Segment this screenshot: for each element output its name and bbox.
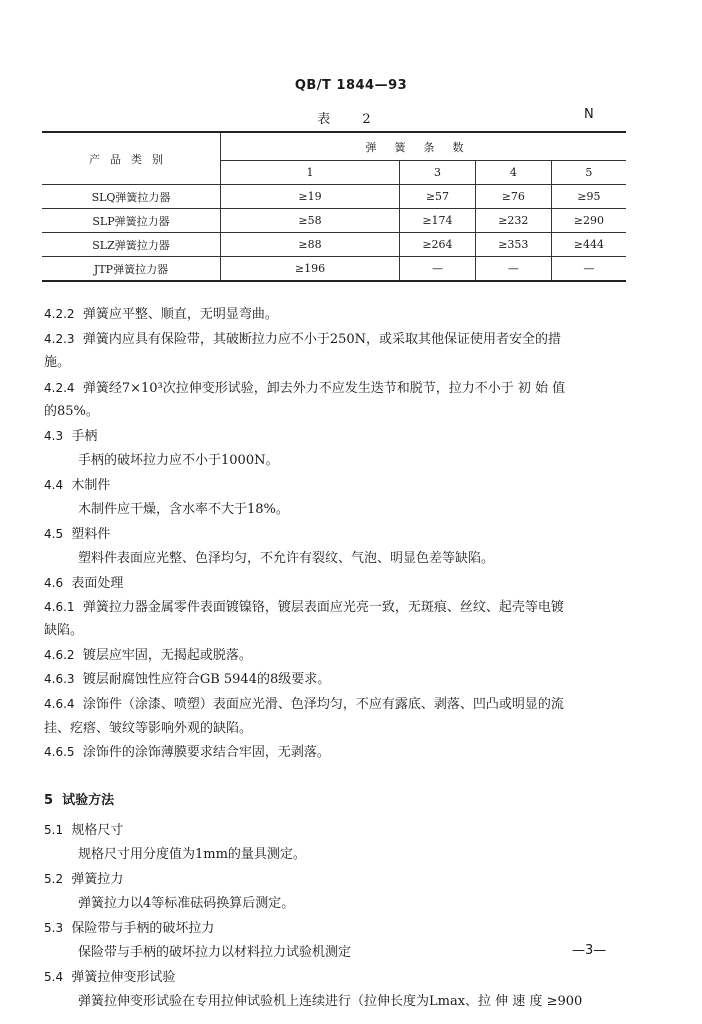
table-cell: —	[475, 257, 551, 282]
column-header: 5	[551, 161, 626, 185]
table-cell: ≥76	[475, 185, 551, 209]
clause-4-2-3	[44, 328, 561, 347]
table-row	[42, 185, 626, 209]
clause-5-4-text: 弹簧拉伸变形试验在专用拉伸试验机上连续进行（拉伸长度为Lmax、拉 伸 速 度 ≥900	[78, 994, 583, 1009]
table-cell: ≥58	[221, 209, 400, 233]
table-cell: ≥353	[475, 233, 551, 257]
column-header: 3	[400, 161, 476, 185]
clause-number: 4.2.4	[44, 381, 75, 395]
clause-4-3	[44, 425, 97, 444]
table-cell: ≥232	[475, 209, 551, 233]
table-cell: —	[400, 257, 476, 282]
clause-4-2-4	[44, 377, 565, 396]
clause-text: 镀层耐腐蚀性应符合GB 5944的8级要求。	[82, 672, 331, 687]
table-cell: ≥19	[221, 185, 400, 209]
clause-text: 镀层应牢固，无揭起或脱落。	[82, 648, 252, 663]
clause-4-4-text: 木制件应干燥，含水率不大于18%。	[78, 502, 289, 517]
clause-4-6	[44, 572, 123, 591]
clause-title: 弹簧拉力	[71, 872, 124, 887]
section-number: 5	[44, 793, 54, 808]
clause-number: 4.5	[44, 527, 64, 541]
clause-number: 4.4	[44, 478, 64, 492]
row-category: SLZ弹簧拉力器	[42, 233, 221, 257]
clause-number: 5.1	[44, 823, 64, 837]
clause-number: 5.4	[44, 970, 64, 984]
table-cell: —	[551, 257, 626, 282]
clause-4-6-4	[44, 693, 564, 712]
table-cell: ≥264	[400, 233, 476, 257]
clause-4-6-2	[44, 644, 252, 663]
table-row	[42, 257, 626, 282]
clause-5-4	[44, 966, 175, 985]
clause-4-4	[44, 474, 110, 493]
table-unit: N	[584, 107, 594, 122]
clause-5-1	[44, 819, 123, 838]
clause-4-5-text: 塑料件表面应光整、色泽均匀，不允许有裂纹、气泡、明显色差等缺陷。	[78, 551, 495, 566]
clause-4-6-1-cont: 缺陷。	[44, 623, 84, 638]
table-cell: ≥88	[221, 233, 400, 257]
table-cell: ≥196	[221, 257, 400, 282]
clause-number: 4.6	[44, 576, 64, 590]
clause-number: 4.6.2	[44, 648, 75, 662]
clause-title: 手柄	[71, 429, 98, 444]
table-cell: ≥95	[551, 185, 626, 209]
clause-text: 弹簧经7×10³次拉伸变形试验，卸去外力不应发生迭节和脱节，拉力不小于 初 始 值	[82, 381, 566, 396]
clause-5-1-text: 规格尺寸用分度值为1mm的量具测定。	[78, 847, 306, 862]
section-5-heading	[44, 789, 114, 808]
clause-4-6-4-cont: 挂、疙瘩、皱纹等影响外观的缺陷。	[44, 721, 253, 736]
column-header: 1	[221, 161, 400, 185]
section-title: 试验方法	[62, 793, 115, 808]
clause-5-2	[44, 868, 123, 887]
clause-5-3	[44, 917, 214, 936]
spring-tension-table	[42, 131, 626, 282]
table-header-row	[42, 132, 626, 161]
clause-title: 木制件	[71, 478, 111, 493]
clause-number: 4.2.3	[44, 332, 75, 346]
clause-5-2-text: 弹簧拉力以4等标准砝码换算后测定。	[78, 896, 295, 911]
clause-number: 4.6.3	[44, 672, 75, 686]
row-category: JTP弹簧拉力器	[42, 257, 221, 282]
page-number: —3—	[572, 943, 607, 958]
clause-number: 4.6.4	[44, 697, 75, 711]
table-cell: ≥444	[551, 233, 626, 257]
clause-number: 5.2	[44, 872, 64, 886]
clause-number: 5.3	[44, 921, 64, 935]
clause-4-3-text: 手柄的破坏拉力应不小于1000N。	[78, 453, 279, 468]
standard-code: QB/T 1844—93	[294, 78, 408, 93]
table-caption: 表 2	[317, 112, 385, 127]
clause-4-5	[44, 523, 110, 542]
table-cell: ≥57	[400, 185, 476, 209]
clause-number: 4.2.2	[44, 307, 75, 321]
clause-text: 弹簧内应具有保险带，其破断拉力应不小于250N，或采取其他保证使用者安全的措	[82, 332, 562, 347]
clause-text: 涂饰件（涂漆、喷塑）表面应光滑、色泽均匀，不应有露底、剥落、凹凸或明显的流	[82, 697, 564, 712]
clause-title: 弹簧拉伸变形试验	[71, 970, 176, 985]
clause-title: 塑料件	[71, 527, 111, 542]
clause-4-6-3	[44, 668, 330, 687]
row-category: SLP弹簧拉力器	[42, 209, 221, 233]
clause-number: 4.6.5	[44, 745, 75, 759]
table-row	[42, 209, 626, 233]
clause-5-3-text: 保险带与手柄的破坏拉力以材料拉力试验机测定	[78, 945, 352, 960]
clause-title: 表面处理	[71, 576, 124, 591]
table-cell: ≥174	[400, 209, 476, 233]
clause-4-2-4-cont: 的85%。	[44, 404, 99, 419]
spring-count-header: 弹簧条数	[221, 132, 627, 161]
clause-title: 保险带与手柄的破坏拉力	[71, 921, 215, 936]
clause-text: 涂饰件的涂饰薄膜要求结合牢固，无剥落。	[82, 745, 330, 760]
category-header: 产品类别	[42, 132, 221, 185]
column-header: 4	[475, 161, 551, 185]
clause-number: 4.3	[44, 429, 64, 443]
clause-number: 4.6.1	[44, 600, 75, 614]
clause-4-2-2	[44, 303, 278, 322]
row-category: SLQ弹簧拉力器	[42, 185, 221, 209]
table-cell: ≥290	[551, 209, 626, 233]
clause-4-6-1	[44, 596, 564, 615]
table-row	[42, 233, 626, 257]
clause-text: 弹簧拉力器金属零件表面镀镍铬，镀层表面应光亮一致，无斑痕、丝纹、起壳等电镀	[82, 600, 564, 615]
clause-title: 规格尺寸	[71, 823, 124, 838]
clause-4-2-3-cont: 施。	[44, 355, 71, 370]
clause-text: 弹簧应平整、顺直，无明显弯曲。	[82, 307, 278, 322]
clause-4-6-5	[44, 741, 330, 760]
